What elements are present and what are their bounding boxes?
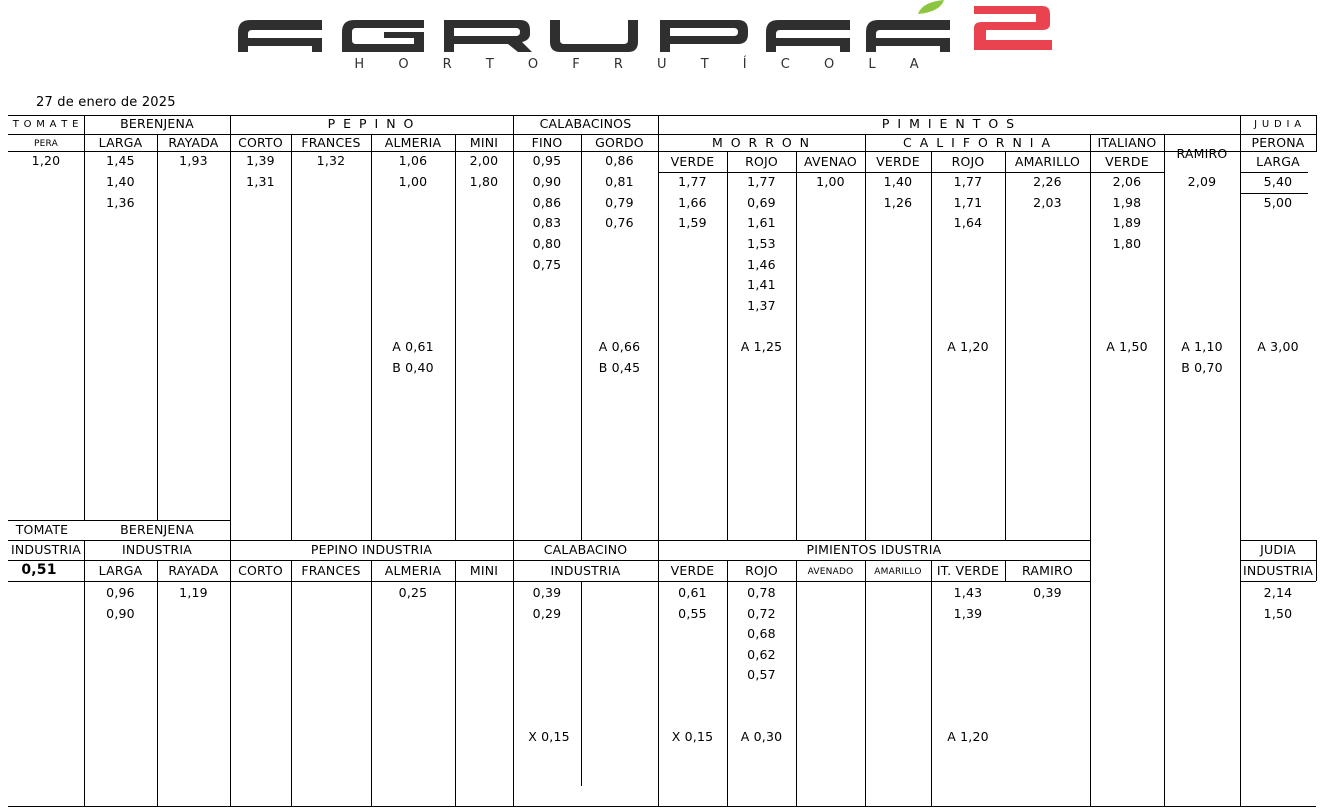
agrupa-logo: [0, 0, 1340, 90]
price-calabacin-gordo-0: 0,86: [605, 153, 634, 168]
price-morron-rojo-5: 1,41: [747, 277, 776, 292]
industry-header-judia: JUDIA: [1260, 542, 1296, 557]
industry-price-judia-0: 2,14: [1263, 585, 1293, 600]
industry-price-rojo-0: 0,78: [747, 585, 776, 600]
header-judia: J U D I A: [1254, 119, 1302, 130]
industry-price-ramiro-0: 0,39: [1033, 585, 1062, 600]
header-berenjena-rayada: RAYADA: [168, 135, 219, 150]
price-calabacin-fino-1: 0,90: [532, 174, 562, 189]
logo-subtitle: H O R T O F R U T Í C O L A: [354, 57, 934, 72]
header-calabacin-fino: FINO: [531, 135, 563, 150]
industry-price-rojo-3: 0,62: [747, 647, 776, 662]
header-california: C A L I F O R N I A: [903, 135, 1052, 150]
price-morron-rojo-7: A 1,25: [740, 339, 783, 354]
price-pepino-almeria-3: B 0,40: [392, 360, 434, 375]
industry-header-berenjena-rayada: RAYADA: [168, 563, 219, 578]
price-italiano-verde-4: A 1,50: [1106, 339, 1148, 354]
price-calabacin-gordo-4: A 0,66: [598, 339, 641, 354]
price-morron-verde-2: 1,59: [678, 215, 707, 230]
header-morron: M O R R O N: [711, 135, 812, 150]
price-tomate-pera-0: 1,20: [31, 153, 61, 168]
industry-price-judia-1: 1,50: [1263, 606, 1293, 621]
price-berenjena-larga-1: 1,40: [106, 174, 135, 189]
price-berenjena-rayada-0: 1,93: [179, 153, 208, 168]
report-date: 27 de enero de 2025: [36, 95, 176, 110]
price-judia-perona-1: 5,00: [1263, 195, 1293, 210]
price-calabacin-fino-5: 0,75: [532, 257, 562, 272]
industry-price-verde-1: 0,55: [678, 606, 707, 621]
superscript-two-icon: [974, 6, 1052, 50]
industry-header-calabacino-industria: INDUSTRIA: [550, 563, 621, 578]
price-morron-rojo-6: 1,37: [747, 298, 776, 313]
industry-header-pepino-frances: FRANCES: [301, 563, 361, 578]
price-calabacin-gordo-2: 0,79: [605, 195, 634, 210]
header-morron-verde: VERDE: [670, 154, 715, 169]
industry-header-berenjena: BERENJENA: [120, 522, 194, 537]
price-italiano-verde-0: 2,06: [1112, 174, 1142, 189]
price-calabacin-gordo-5: B 0,45: [598, 360, 641, 375]
industry-header-rojo: ROJO: [745, 563, 778, 578]
industry-price-it-verde-2: A 1,20: [947, 729, 989, 744]
price-pepino-almeria-1: 1,00: [398, 174, 428, 189]
price-calabacin-fino-4: 0,80: [532, 236, 562, 251]
price-ramiro-1: A 1,10: [1181, 339, 1223, 354]
header-pimientos: P I M I E N T O S: [881, 116, 1017, 131]
price-morron-avenado-0: 1,00: [816, 174, 845, 189]
header-berenjena: BERENJENA: [120, 116, 194, 131]
industry-header-judia-industria: INDUSTRIA: [1242, 563, 1314, 578]
price-california-rojo-0: 1,77: [953, 174, 983, 189]
industry-price-berenjena-larga-0: 0,96: [106, 585, 135, 600]
price-pepino-mini-1: 1,80: [469, 174, 499, 189]
header-pepino-frances: FRANCES: [301, 135, 361, 150]
industry-price-calabacino-2: X 0,15: [528, 729, 570, 744]
leaf-icon: [918, 0, 944, 14]
header-pera: PERA: [34, 139, 58, 149]
price-italiano-verde-1: 1,98: [1112, 195, 1142, 210]
industry-price-it-verde-0: 1,43: [953, 585, 983, 600]
header-perona: PERONA: [1251, 135, 1305, 150]
header-california-amarillo: AMARILLO: [1014, 154, 1081, 169]
header-morron-avenado: AVENAO: [804, 154, 857, 169]
price-california-verde-1: 1,26: [883, 195, 913, 210]
price-pepino-frances-0: 1,32: [316, 153, 346, 168]
price-pepino-corto-1: 1,31: [246, 174, 275, 189]
header-italiano: ITALIANO: [1097, 135, 1157, 150]
price-pepino-almeria-0: 1,06: [398, 153, 428, 168]
price-pepino-mini-0: 2,00: [469, 153, 499, 168]
price-morron-rojo-0: 1,77: [747, 174, 776, 189]
industry-price-rojo-5: A 0,30: [740, 729, 783, 744]
price-calabacin-gordo-3: 0,76: [605, 215, 634, 230]
industry-price-it-verde-1: 1,39: [953, 606, 983, 621]
industry-header-pepino-mini: MINI: [469, 563, 499, 578]
price-italiano-verde-2: 1,89: [1112, 215, 1142, 230]
price-morron-verde-0: 1,77: [678, 174, 707, 189]
industry-header-pepino: PEPINO INDUSTRIA: [310, 542, 433, 557]
header-calabacin-gordo: GORDO: [595, 135, 644, 150]
price-calabacin-gordo-1: 0,81: [605, 174, 634, 189]
industry-header-tomate-industria: INDUSTRIA: [10, 542, 82, 557]
industry-price-tomate-0: 0,51: [21, 562, 57, 578]
header-california-rojo: ROJO: [951, 154, 985, 169]
price-california-rojo-1: 1,71: [953, 195, 983, 210]
price-california-verde-0: 1,40: [883, 174, 913, 189]
price-berenjena-larga-2: 1,36: [106, 195, 135, 210]
industry-price-verde-0: 0,61: [678, 585, 707, 600]
header-ramiro: RAMIRO: [1176, 146, 1228, 161]
price-california-amarillo-0: 2,26: [1033, 174, 1062, 189]
industry-price-rojo-1: 0,72: [747, 606, 776, 621]
industry-header-ramiro: RAMIRO: [1022, 563, 1073, 578]
industry-price-rojo-2: 0,68: [747, 626, 776, 641]
header-pepino-corto: CORTO: [238, 135, 283, 150]
price-california-amarillo-1: 2,03: [1033, 195, 1062, 210]
industry-price-calabacino-1: 0,29: [532, 606, 562, 621]
industry-price-berenjena-larga-1: 0,90: [106, 606, 135, 621]
price-ramiro-2: B 0,70: [1181, 360, 1223, 375]
price-pepino-almeria-2: A 0,61: [392, 339, 434, 354]
industry-header-pepino-almeria: ALMERIA: [384, 563, 442, 578]
industry-header-tomate: TOMATE: [15, 522, 69, 537]
header-morron-rojo: ROJO: [745, 154, 778, 169]
price-morron-rojo-1: 0,69: [747, 195, 776, 210]
price-calabacin-fino-3: 0,83: [532, 215, 562, 230]
industry-price-verde-2: X 0,15: [671, 729, 714, 744]
price-pepino-corto-0: 1,39: [246, 153, 275, 168]
industry-header-berenjena-larga: LARGA: [98, 563, 143, 578]
price-ramiro-0: 2,09: [1187, 174, 1217, 189]
header-italiano-verde: VERDE: [1105, 154, 1149, 169]
price-california-rojo-2: 1,64: [953, 215, 983, 230]
industry-header-berenjena-industria: INDUSTRIA: [121, 542, 193, 557]
header-judia-larga: LARGA: [1256, 154, 1300, 169]
industry-price-berenjena-rayada-0: 1,19: [179, 585, 208, 600]
price-california-rojo-3: A 1,20: [947, 339, 989, 354]
industry-header-amarillo: AMARILLO: [874, 567, 922, 577]
header-california-verde: VERDE: [876, 154, 920, 169]
price-judia-perona-2: A 3,00: [1257, 339, 1299, 354]
industry-price-pepino-almeria-0: 0,25: [398, 585, 428, 600]
industry-header-verde: VERDE: [670, 563, 715, 578]
price-calabacin-fino-2: 0,86: [532, 195, 562, 210]
logo-wordmark: [238, 20, 950, 52]
industry-header-it-verde: IT. VERDE: [936, 563, 1000, 578]
industry-header-avenado: AVENADO: [807, 567, 854, 577]
header-pepino-almeria: ALMERIA: [384, 135, 442, 150]
price-morron-rojo-3: 1,53: [747, 236, 776, 251]
industry-price-calabacino-0: 0,39: [532, 585, 562, 600]
industry-header-pepino-corto: CORTO: [238, 563, 283, 578]
price-morron-rojo-2: 1,61: [747, 215, 776, 230]
price-italiano-verde-3: 1,80: [1112, 236, 1142, 251]
price-berenjena-larga-0: 1,45: [106, 153, 135, 168]
header-berenjena-larga: LARGA: [98, 135, 143, 150]
header-pepino: P E P I N O: [327, 116, 416, 131]
industry-header-pimientos: PIMIENTOS IDUSTRIA: [806, 542, 942, 557]
industry-header-calabacino: CALABACINO: [543, 542, 628, 557]
header-tomate: T O M A T E: [12, 119, 80, 130]
price-morron-verde-1: 1,66: [678, 195, 707, 210]
header-calabacinos: CALABACINOS: [539, 116, 632, 131]
header-pepino-mini: MINI: [469, 135, 499, 150]
price-judia-perona-0: 5,40: [1263, 174, 1293, 189]
price-calabacin-fino-0: 0,95: [532, 153, 562, 168]
industry-price-rojo-4: 0,57: [747, 667, 776, 682]
price-morron-rojo-4: 1,46: [747, 257, 776, 272]
